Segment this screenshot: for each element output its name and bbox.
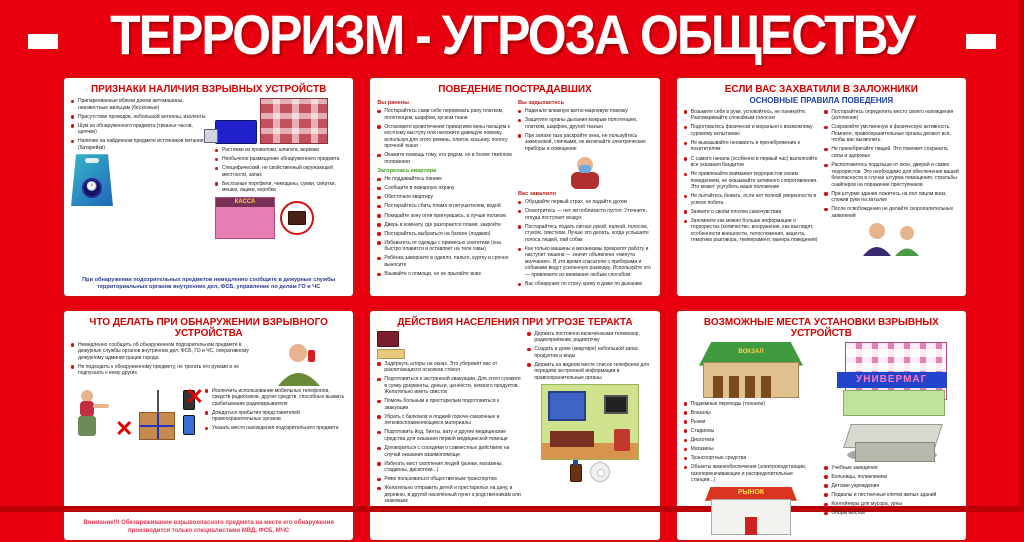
person-covering-face-illustration bbox=[559, 155, 611, 189]
bullet-item: Не подходить к обнаруженному предмету, не трогать его руками и не подпускать к нему других bbox=[71, 364, 264, 377]
bullet-item: Окажите помощь тому, кто рядом, но в более тяжёлом положении bbox=[377, 152, 512, 165]
signs-footer-note: При обнаружении подозрительных предметов немедленно сообщите в дежурные службы территориальных органов внутренних дел, ФСБ, управление по делам ГО и ЧС bbox=[82, 277, 336, 291]
department-store-illustration bbox=[837, 342, 947, 416]
bullet-item: При запахе газа раскройте окна, не пользуйтесь зажигалкой, спичками, не включайте электрические приборы и освещение bbox=[518, 133, 653, 153]
curtained-window bbox=[548, 391, 586, 421]
kassa-label: КАССА bbox=[234, 198, 256, 205]
woman-reaching-illustration bbox=[71, 388, 111, 440]
passport-icon bbox=[377, 331, 399, 347]
bullet-item: Указать место нахождения подозрительного предмета bbox=[205, 425, 346, 432]
bullet-item: Не выказывайте ненависть и пренебрежение к похитителям bbox=[684, 140, 819, 153]
bullet-item: Наденьте влажную ватно-марлевую повязку bbox=[518, 108, 653, 115]
bullet-item: Держать постоянно включёнными телевизор, радиоприёмник, радиоточку bbox=[527, 331, 652, 344]
panel-title: ВОЗМОЖНЫЕ МЕСТА УСТАНОВКИ ВЗРЫВНЫХ УСТРОЙСТВ bbox=[703, 316, 939, 339]
bullet-item: Реже пользоваться общественным транспортом bbox=[377, 476, 521, 483]
suffocating-bullets bbox=[518, 108, 653, 152]
panel-title: ЧТО ДЕЛАТЬ ПРИ ОБНАРУЖЕНИИ ВЗРЫВНОГО УСТРОЙСТВА bbox=[89, 316, 328, 339]
bullet-item: Не пытайтесь бежать, если нет полной уверенности в успехе побега bbox=[684, 193, 819, 206]
bullet-item: Подготовиться к экстренной эвакуации. Для этого сложите в сумку документы, деньги, ценности, немного продуктов. Желательно иметь свисток bbox=[377, 376, 521, 396]
bullet-item: Не поддавайтесь панике bbox=[377, 176, 512, 183]
bullet-item: Не привлекайте внимания террористов своим поведением, не оказывайте активного сопротивления. Это может усугубить ваше положение bbox=[684, 171, 819, 191]
bullet-item: Немедленно сообщить об обнаруженном подозрительном предмете в дежурные службы органов внутренних дел, ФСБ, ГО и ЧС, оперативному дежурному администрации города bbox=[71, 342, 264, 362]
bullet-item: При штурме здания ложитесь на пол лицом вниз, сложив руки на затылке bbox=[824, 191, 959, 204]
found-device-bullets-bottom bbox=[205, 388, 346, 432]
room-table bbox=[550, 431, 594, 447]
bullet-item: Желательно отправить детей и престарелых на дачу, в деревню, в другой населённый пункт к родственникам или знакомым bbox=[377, 485, 521, 505]
univermag-label: УНИВЕРМАГ bbox=[837, 372, 947, 388]
bullet-item: Постарайтесь выбраться на балкон (лоджию) bbox=[377, 231, 512, 238]
bullet-item: Не пренебрегайте пищей. Это поможет сохранить силы и здоровье bbox=[824, 146, 959, 159]
frightened-hostages-illustration bbox=[857, 222, 927, 256]
poster-header bbox=[0, 4, 1024, 70]
bullet-item: Подготовьтесь физически и морально к возможному суровому испытанию bbox=[684, 124, 819, 137]
bullet-item: Обуздайте первый страх, не падайте духом bbox=[518, 199, 653, 206]
bullet-item: Присутствие проводов, небольшой антенны, изоленты bbox=[71, 114, 209, 121]
bullet-item: Опоры мостов bbox=[824, 510, 959, 517]
kassa-kiosk-illustration bbox=[215, 197, 275, 239]
bullet-item: Создать в доме (квартире) небольшой запас продуктов и воды bbox=[527, 346, 652, 359]
bullet-item: Помочь больным и престарелым подготовиться к эвакуации bbox=[377, 398, 521, 411]
bullet-item: Дверь в комнату, где разгорается пламя, закройте bbox=[377, 222, 512, 229]
bullet-item: Взывайте о помощи, но не прыгайте вниз bbox=[377, 271, 512, 278]
room-chair bbox=[614, 429, 630, 451]
poster-title: ТЕРРОРИЗМ - УГРОЗА ОБЩЕСТВУ bbox=[110, 3, 914, 67]
bullet-item: Подготовить йод, бинты, вату и другие медицинские средства для оказания первой медицинской помощи bbox=[377, 429, 521, 442]
bullet-item: Подвалы и лестничные клетки жилых зданий bbox=[824, 492, 959, 499]
places-bullets-right bbox=[824, 465, 959, 517]
bullet-item: Стадионы bbox=[684, 428, 819, 435]
signs-bullets-right bbox=[215, 147, 346, 194]
bullet-item: Ребёнка заверните в одеяло, пальто, куртку и срочно выносите bbox=[377, 255, 512, 268]
bullet-item: Подземные переходы (тоннели) bbox=[684, 401, 819, 408]
bullet-item: Вас обнаружат по стону, крику и даже по дыханию bbox=[518, 281, 653, 288]
bullet-item: Как только машины и механизмы прекратят работу и наступит тишина — значит объявлена «минута молчания». В это время спасатели с приборами и собаками ведут усиленную разведку. Используйте это — привлеките их внимание любым способом bbox=[518, 246, 653, 279]
bullet-item: Запомните как можно больше информации о террористах (количество, вооружение, как выглядят, особенности внешности, телосложения, акцента, тематика разговора, темперамент, манера поведения) bbox=[684, 218, 819, 244]
market-building-illustration bbox=[705, 487, 797, 535]
bullet-item: Постарайтесь сбить пламя огнетушителем, водой bbox=[377, 203, 512, 210]
bullet-item: Детские учреждения bbox=[824, 483, 959, 490]
population-bullets-left bbox=[377, 361, 521, 505]
buried-bullets bbox=[518, 199, 653, 287]
bullet-item: Осмотритесь — нет ли поблизости пустот. Уточните, откуда поступает воздух bbox=[518, 208, 653, 221]
bullet-item: Дождаться прибытия представителей правоохранительных органов bbox=[205, 410, 346, 423]
bullet-item: Избегать мест скопления людей (рынки, магазины, стадионы, дискотеки...) bbox=[377, 461, 521, 474]
section-heading-suffocating: Вы задыхаетесь bbox=[518, 100, 565, 106]
bullet-item: Постарайтесь определить место своего нахождения (заточения) bbox=[824, 109, 959, 122]
panel-title: ПОВЕДЕНИЕ ПОСТРАДАВШИХ bbox=[438, 84, 592, 95]
television-icon bbox=[604, 395, 628, 414]
bullet-item: Остановите кровотечение прижатием вены пальцем к костному выступу или наложите давящую повязку, используя для этого ремень, платок, косынку, полосу прочной ткани bbox=[377, 124, 512, 150]
bullet-item: Постарайтесь сами себе перевязать рану платком, полотенцем, шарфом, куском ткани bbox=[377, 108, 512, 121]
bullet-item: Учебные заведения bbox=[824, 465, 959, 472]
bullet-item: Договориться с соседями о совместных действиях на случай оказания взаимопомощи bbox=[377, 445, 521, 458]
rynok-label: РЫНОК bbox=[735, 489, 767, 496]
man-calling-police-illustration bbox=[270, 342, 326, 386]
bullet-item: Держать на видном месте список телефонов для передачи экстренной информации в правоохранительные органы bbox=[527, 362, 652, 382]
bullet-item: Убрать с балконов и лоджий горюче-смазочные и легковоспламеняющиеся материалы bbox=[377, 414, 521, 427]
bullet-item: Припаркованные вблизи домов автомашины, неизвестные жильцам (бесхозные) bbox=[71, 98, 209, 111]
room-with-tv-illustration bbox=[541, 384, 639, 460]
suspicious-parcel-illustration bbox=[139, 412, 175, 440]
wounded-bullets bbox=[377, 108, 512, 165]
panel-grid bbox=[62, 76, 968, 534]
suspicious-bag-illustration bbox=[71, 154, 113, 206]
briefcase bbox=[288, 211, 306, 225]
panel-title: ДЕЙСТВИЯ НАСЕЛЕНИЯ ПРИ УГРОЗЕ ТЕРАКТА bbox=[397, 316, 633, 328]
railway-station-illustration bbox=[699, 342, 803, 398]
title-dash-right bbox=[966, 34, 996, 49]
bullet-item: Заявите о своём плохом самочувствии bbox=[684, 209, 819, 216]
section-heading-fire: Загорелась квартира bbox=[377, 168, 437, 175]
store-entrance bbox=[843, 390, 945, 416]
antenna bbox=[157, 390, 159, 412]
fire-bullets bbox=[377, 176, 512, 277]
bullet-item: Избавьтесь от одежды с примесью синтетики (она быстро плавится и оставляет на теле язвы) bbox=[377, 240, 512, 253]
found-device-warning-note: Внимание!!! Обезвреживание взрывоопасного предмета на месте его обнаружения производится только специалистами МВД, ФСБ, МЧС bbox=[83, 520, 334, 534]
section-heading-buried: Вас завалило bbox=[518, 191, 556, 198]
population-bullets-right-top bbox=[527, 331, 652, 382]
bullet-item: Постарайтесь подать сигнал рукой, палкой, голосом, стуком, свистком. Лучше это делать, когда услышите голоса людей, лай собак bbox=[518, 224, 653, 244]
bullet-item: Возьмите себя в руки, успокойтесь, не паникуйте. Разговаривайте спокойным голосом bbox=[684, 109, 819, 122]
clock-bomb-icon bbox=[82, 178, 102, 198]
places-bullets-left bbox=[684, 401, 819, 484]
panel-hostage-rules bbox=[675, 76, 968, 298]
concrete-planter-illustration bbox=[847, 418, 937, 462]
bullet-item: Необычное размещение обнаруженного предмета bbox=[215, 156, 346, 163]
hostage-bullets-right bbox=[824, 109, 959, 219]
money-icon bbox=[377, 349, 405, 359]
panel-victim-behavior bbox=[368, 76, 661, 298]
bullet-item: Наличие на найденном предмете источников питания (батарейки) bbox=[71, 138, 209, 151]
bullet-item: Специфический, не свойственный окружающей местности, запах bbox=[215, 165, 346, 178]
planter-front bbox=[855, 442, 935, 462]
right-edge-shade bbox=[1019, 0, 1024, 512]
bullet-item: Сообщите в пожарную охрану bbox=[377, 185, 512, 192]
market-door bbox=[745, 517, 757, 535]
bullet-item: После освобождения не делайте скоропалительных заявлений bbox=[824, 206, 959, 219]
bullet-item: Шум из обнаруженного предмета (тиканье часов, щелчки) bbox=[71, 123, 209, 136]
bullet-item: Сохраняйте умственную и физическую активность. Помните, правоохранительные органы делают всё, чтобы вас вызволить bbox=[824, 124, 959, 144]
bullet-item: Магазины bbox=[684, 446, 819, 453]
bullet-item: Объекты жизнеобеспечения (электроподстанции, газоперекачивающие и распределительные станции...) bbox=[684, 464, 819, 484]
bullet-item: Контейнеры для мусора, урны bbox=[824, 501, 959, 508]
signs-bullets-left bbox=[71, 98, 209, 151]
found-device-bullets-top bbox=[71, 342, 264, 377]
bullet-item: Защитите органы дыхания мокрым полотенцем, платком, шарфом, другой тканью bbox=[518, 117, 653, 130]
bullet-item: Расположитесь подальше от окон, дверей и самих террористов. Это необходимо для обеспечения вашей безопасности в случае штурма помещения, стрельбы снайперов на поражение преступников bbox=[824, 162, 959, 188]
panel-possible-places bbox=[675, 309, 968, 542]
mobile-phone-icon bbox=[183, 415, 195, 435]
panel-signs-of-explosives bbox=[62, 76, 355, 298]
bullet-item: С самого начала (особенно в первый час) выполняйте все указания бандитов bbox=[684, 156, 819, 169]
documents-illustration bbox=[377, 331, 405, 359]
vokzal-label: ВОКЗАЛ bbox=[738, 348, 764, 355]
bullet-item: Обесточьте квартиру bbox=[377, 194, 512, 201]
bullet-item: Растяжки из проволоки, шпагата, верёвки bbox=[215, 147, 346, 154]
bullet-item: Рынки bbox=[684, 419, 819, 426]
bandage-roll-icon bbox=[590, 462, 610, 482]
hostage-bullets-left bbox=[684, 109, 819, 244]
station-doors bbox=[713, 376, 773, 398]
prohibition-x-mark: ✕ bbox=[115, 415, 134, 441]
bullet-item: Покидайте зону огня пригнувшись, а лучше ползком bbox=[377, 213, 512, 220]
parked-truck-illustration bbox=[215, 120, 257, 144]
panel-population-actions bbox=[368, 309, 661, 542]
iodine-bottle-icon bbox=[570, 464, 582, 482]
section-heading-wounded: Вы ранены bbox=[377, 100, 409, 106]
bullet-item: Транспортные средства bbox=[684, 455, 819, 462]
prohibition-x-mark: ✕ bbox=[185, 383, 204, 409]
panel-subtitle: ОСНОВНЫЕ ПРАВИЛА ПОВЕДЕНИЯ bbox=[749, 96, 894, 105]
apartment-building-illustration bbox=[260, 98, 328, 144]
abandoned-briefcase-icon bbox=[280, 201, 314, 235]
bullet-item: Задёрнуть шторы на окнах. Это убережёт вас от разлетающихся осколков стёкол bbox=[377, 361, 521, 374]
panel-title: ЕСЛИ ВАС ЗАХВАТИЛИ В ЗАЛОЖНИКИ bbox=[724, 84, 918, 95]
bullet-item: Больницы, поликлиники bbox=[824, 474, 959, 481]
bullet-item: Исключить использование мобильных телефонов, средств радиосвязи, других средств, способных вызвать срабатывание радиовзрывателя bbox=[205, 388, 346, 408]
bullet-item: Дискотеки bbox=[684, 437, 819, 444]
bullet-item: Бесхозные портфели, чемоданы, сумки, свёртки, мешки, ящики, коробки bbox=[215, 181, 346, 194]
panel-title: ПРИЗНАКИ НАЛИЧИЯ ВЗРЫВНЫХ УСТРОЙСТВ bbox=[90, 84, 327, 95]
bullet-item: Вокзалы bbox=[684, 410, 819, 417]
